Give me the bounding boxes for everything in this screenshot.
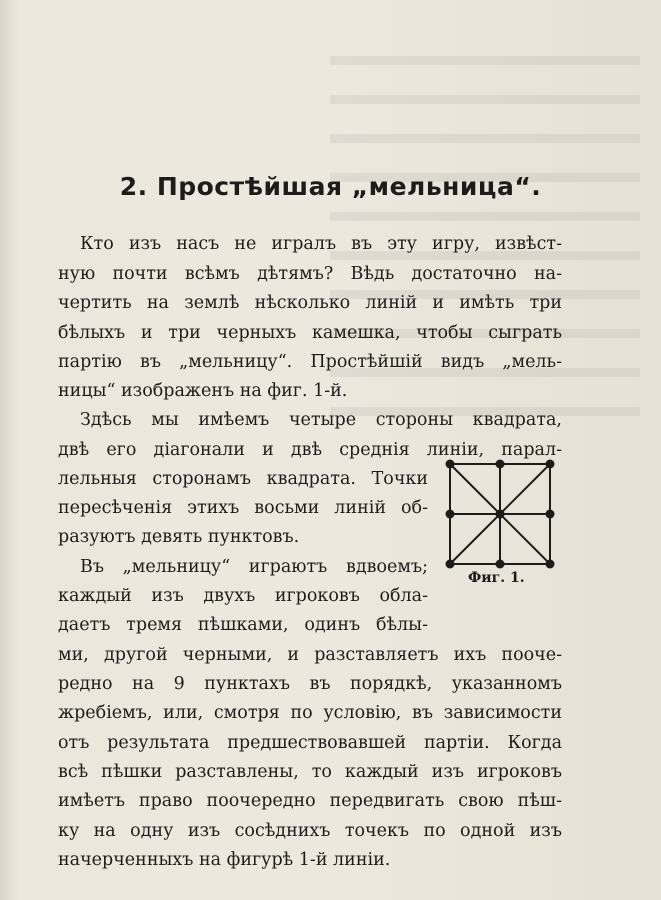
text-line: чертить на землѣ нѣсколько линій и имѣть три	[58, 293, 562, 313]
text-line: имѣетъ право поочередно передвигать свою пѣш-	[58, 791, 562, 811]
text-line: ницы“ изображенъ на фиг. 1-й.	[58, 381, 348, 401]
text-line: пересѣченія этихъ восьми линій об-	[58, 498, 428, 518]
text-line: всѣ пѣшки разставлены, то каждый изъ игроковъ	[58, 762, 562, 782]
text-line: Здѣсь мы имѣемъ четыре стороны квадрата,	[80, 410, 562, 430]
text-line: бѣлыхъ и три черныхъ камешка, чтобы сыграть	[58, 323, 562, 343]
text-line: партію въ „мельницу“. Простѣйшій видъ „мель-	[58, 352, 562, 372]
text-line: редно на 9 пунктахъ въ порядкѣ, указанномъ	[58, 674, 562, 694]
figure-caption: Фиг. 1.	[468, 570, 525, 586]
text-line: ми, другой черными, и разставляетъ ихъ пооче-	[58, 645, 562, 665]
text-line: разуютъ девять пунктовъ.	[58, 527, 300, 547]
text-line: ку на одну изъ сосѣднихъ точекъ по одной изъ	[58, 821, 562, 841]
text-line: даетъ тремя пѣшками, одинъ бѣлы-	[58, 615, 428, 635]
mill-board-figure	[440, 454, 560, 579]
text-line: каждый изъ двухъ игроковъ обла-	[58, 586, 428, 606]
text-line: двѣ его діагонали и двѣ среднія линіи, парал-	[58, 440, 562, 460]
text-line: лельныя сторонамъ квадрата. Точки	[58, 469, 428, 489]
section-title: 2. Простѣйшая „мельница“.	[119, 172, 542, 201]
text-line: Кто изъ насъ не игралъ въ эту игру, извѣст-	[80, 234, 562, 254]
text-line: ную почти всѣмъ дѣтямъ? Вѣдь достаточно на-	[58, 264, 562, 284]
text-line: начерченныхъ на фигурѣ 1-й линіи.	[58, 850, 391, 870]
text-line: жребіемъ, или, смотря по условію, въ зависимости	[58, 703, 562, 723]
text-line: отъ результата предшествовавшей партіи. Когда	[58, 733, 562, 753]
text-line: Въ „мельницу“ играютъ вдвоемъ;	[80, 557, 428, 577]
